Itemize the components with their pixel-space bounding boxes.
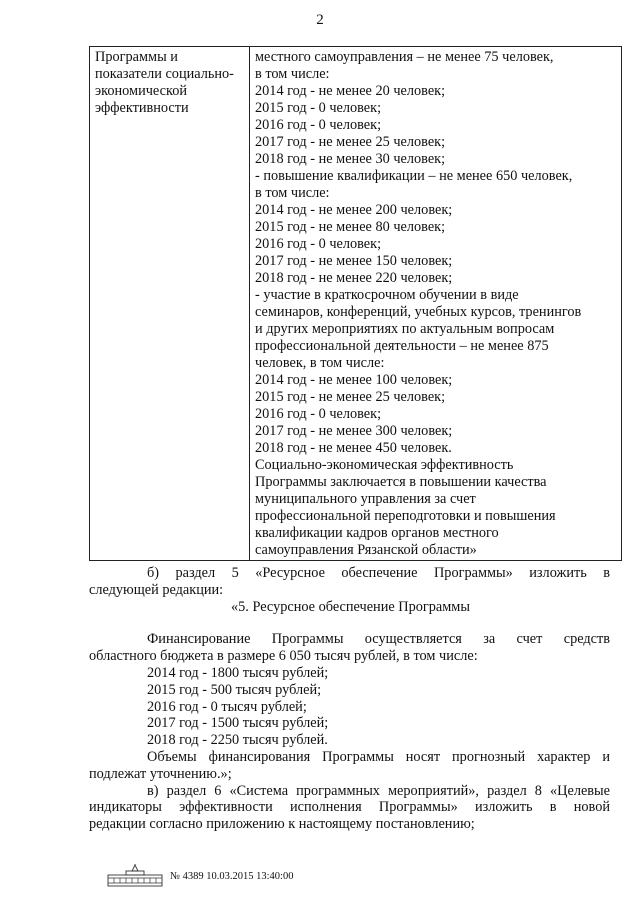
section-heading: «5. Ресурсное обеспечение Программы [231, 598, 470, 615]
value-line: 2016 год - 0 человек; [255, 117, 382, 133]
government-building-icon [106, 864, 164, 888]
value-line: человек, в том числе: [255, 355, 385, 371]
amendment-v-line: в) раздел 6 «Система программных мероприятий», раздел 8 «Целевые [147, 782, 610, 799]
financing-year-line: 2015 год - 500 тысяч рублей; [147, 681, 322, 698]
value-line: 2015 год - не менее 80 человек; [255, 219, 446, 235]
volumes-paragraph-line: Объемы финансирования Программы носят прогнозный характер и [147, 748, 610, 765]
registration-footer [106, 864, 293, 888]
value-line: 2014 год - не менее 20 человек; [255, 83, 446, 99]
page-number: 2 [316, 12, 324, 28]
value-line: 2018 год - не менее 30 человек; [255, 151, 446, 167]
value-line: муниципального управления за счет [255, 491, 476, 507]
amendment-b-line: следующей редакции: [89, 581, 224, 598]
value-line: в том числе: [255, 185, 330, 201]
registration-stamp: № 4389 10.03.2015 13:40:00 [170, 870, 294, 882]
table-row [90, 47, 622, 561]
program-passport-table [89, 46, 622, 561]
label-line: показатели социально- [95, 66, 234, 82]
value-line: самоуправления Рязанской области» [255, 542, 477, 558]
value-line: 2014 год - не менее 100 человек; [255, 372, 453, 388]
value-line: профессиональной переподготовки и повышения [255, 508, 556, 524]
value-line: и других мероприятиях по актуальным вопросам [255, 321, 555, 337]
value-line: 2015 год - 0 человек; [255, 100, 382, 116]
value-line: Социально-экономическая эффективность [255, 457, 514, 473]
value-line: 2017 год - не менее 300 человек; [255, 423, 453, 439]
value-line: профессиональной деятельности – не менее 875 [255, 338, 549, 354]
amendment-b-line: б) раздел 5 «Ресурсное обеспечение Программы» изложить в [147, 565, 610, 581]
value-line: семинаров, конференций, учебных курсов, тренингов [255, 304, 582, 320]
value-line: местного самоуправления – не менее 75 человек, [255, 49, 554, 65]
financing-year-line: 2017 год - 1500 тысяч рублей; [147, 715, 329, 732]
label-line: эффективности [95, 100, 189, 116]
value-line: 2014 год - не менее 200 человек; [255, 202, 453, 218]
value-line: 2016 год - 0 человек; [255, 236, 382, 252]
value-line: в том числе: [255, 66, 330, 82]
document-body [89, 565, 610, 833]
value-line: 2017 год - не менее 25 человек; [255, 134, 446, 150]
amendment-v-line: редакции согласно приложению к настоящему постановлению; [89, 816, 475, 833]
value-line: квалификации кадров органов местного [255, 525, 499, 541]
table-value-cell [250, 47, 622, 561]
value-line: 2018 год - не менее 450 человек. [255, 440, 452, 456]
value-line: Программы заключается в повышении качества [255, 474, 547, 490]
amendment-v-line: индикаторы эффективности исполнения Программы» изложить в новой [89, 799, 610, 816]
label-line: экономической [95, 83, 187, 99]
financing-year-line: 2018 год - 2250 тысяч рублей. [147, 732, 328, 749]
volumes-paragraph-line: подлежат уточнению.»; [89, 765, 232, 782]
financing-paragraph-line: областного бюджета в размере 6 050 тысяч рублей, в том числе: [89, 648, 478, 665]
blank-line [89, 615, 610, 631]
value-line: 2017 год - не менее 150 человек; [255, 253, 453, 269]
label-line: Программы и [95, 49, 178, 65]
value-line: 2015 год - не менее 25 человек; [255, 389, 446, 405]
value-line: - повышение квалификации – не менее 650 человек, [255, 168, 573, 184]
financing-year-line: 2014 год - 1800 тысяч рублей; [147, 664, 329, 681]
value-line: - участие в краткосрочном обучении в виде [255, 287, 519, 303]
table-label-cell [90, 47, 250, 561]
financing-paragraph-line: Финансирование Программы осуществляется за счет средств [147, 631, 610, 648]
value-line: 2016 год - 0 человек; [255, 406, 382, 422]
financing-year-line: 2016 год - 0 тысяч рублей; [147, 698, 307, 715]
value-line: 2018 год - не менее 220 человек; [255, 270, 453, 286]
